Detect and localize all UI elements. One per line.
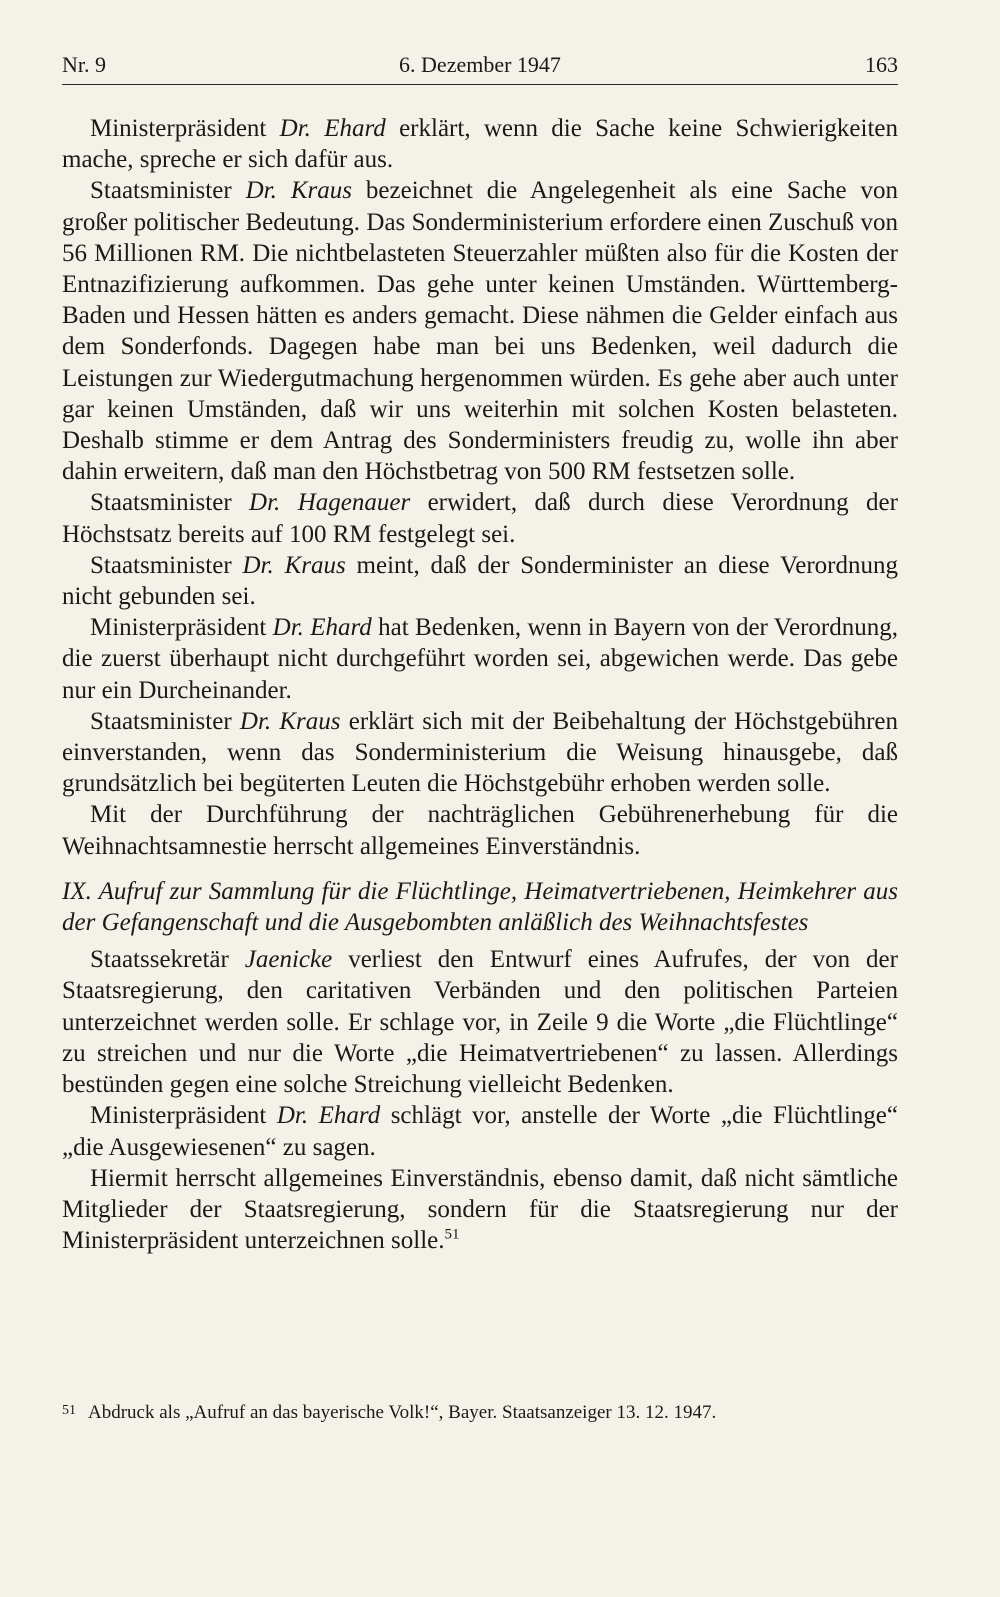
header-date: 6. Dezember 1947 xyxy=(399,52,561,77)
page-number: 163 xyxy=(865,52,898,77)
footnote-marker[interactable]: 51 xyxy=(444,1226,460,1243)
paragraph: Staatsminister Dr. Kraus meint, daß der Sonderminister an diese Verordnung nicht gebunden sei. xyxy=(62,551,898,611)
section-heading: IX. Aufruf zur Sammlung für die Flüchtlinge, Heimatvertriebenen, Heimkehrer aus der Gefangenschaft und die Ausgebombten anläßlich des Weihnachtsfestes xyxy=(62,877,898,937)
document-body xyxy=(62,113,898,1256)
footnote xyxy=(62,1401,898,1425)
paragraph: Hiermit herrscht allgemeines Einverständnis, ebenso damit, daß nicht sämtliche Mitglieder der Staatsregierung, sondern für die Staatsregierung nur der Ministerpräsident unterzeichnen solle.$^{51}$ xyxy=(62,1164,898,1255)
document-page xyxy=(62,48,899,1423)
header-rule xyxy=(62,84,898,85)
footnote-number: 51 xyxy=(62,1403,76,1418)
paragraph: Staatsminister Dr. Kraus bezeichnet die Angelegenheit als eine Sache von großer politischer Bedeutung. Das Sonderministerium erfordere einen Zuschuß von 56 Millionen RM. Die nichtbelasteten Steuerzahler müßten also für die Kosten der Entnazifizierung aufkommen. Das gehe unter keinen Umständen. Württemberg-Baden und Hessen hätten es anders gemacht. Diese nähmen die Gelder einfach aus dem Sonderfonds. Dagegen habe man bei uns Bedenken, weil dadurch die Leistungen zur Wiedergutmachung hergenommen würden. Es gehe aber auch unter gar keinen Umständen, daß wir uns weiterhin mit solchen Kosten belasteten. Deshalb stimme er dem Antrag des Sonderministers freudig zu, wolle ihn aber dahin erweitern, daß man den Höchstbetrag von 500 RM festsetzen solle. xyxy=(62,177,898,486)
running-header xyxy=(62,48,898,82)
paragraph: Staatsminister Dr. Kraus erklärt sich mit der Beibehaltung der Höchstgebühren einverstanden, wenn das Sonderministerium die Weisung hinausgebe, daß grundsätzlich bei begüterten Leuten die Höchstgebühr erhoben werden solle. xyxy=(62,707,898,798)
paragraph: Ministerpräsident Dr. Ehard erklärt, wenn die Sache keine Schwierigkeiten mache, spreche er sich dafür aus. xyxy=(62,115,899,174)
paragraph: Mit der Durchführung der nachträglichen Gebührenerhebung für die Weihnachtsamnestie herrscht allgemeines Einverständnis. xyxy=(62,801,898,860)
footnote-text: Abdruck als „Aufruf an das bayerische Volk!“, Bayer. Staatsanzeiger 13. 12. 1947. xyxy=(88,1402,717,1423)
issue-number: Nr. 9 xyxy=(62,52,106,77)
paragraph: Ministerpräsident Dr. Ehard hat Bedenken, wenn in Bayern von der Verordnung, die zuerst überhaupt nicht durchgeführt worden sei, abgewichen werde. Das gebe nur ein Durcheinander. xyxy=(62,614,898,704)
paragraph: Ministerpräsident Dr. Ehard schlägt vor, anstelle der Worte „die Flüchtlinge“ „die Ausgewiesenen“ zu sagen. xyxy=(62,1102,898,1161)
paragraph: Staatssekretär Jaenicke verliest den Entwurf eines Aufrufes, der von der Staatsregierung, den caritativen Verbänden und den politischen Parteien unterzeichnet werden solle. Er schlage vor, in Zeile 9 die Worte „die Flüchtlinge“ zu streichen und nur die Worte „die Heimatvertriebenen“ zu lassen. Allerdings bestünden gegen eine solche Streichung vielleicht Bedenken. xyxy=(62,946,898,1099)
paragraph: Staatsminister Dr. Hagenauer erwidert, daß durch diese Verordnung der Höchstsatz bereits auf 100 RM festgelegt sei. xyxy=(62,489,898,548)
